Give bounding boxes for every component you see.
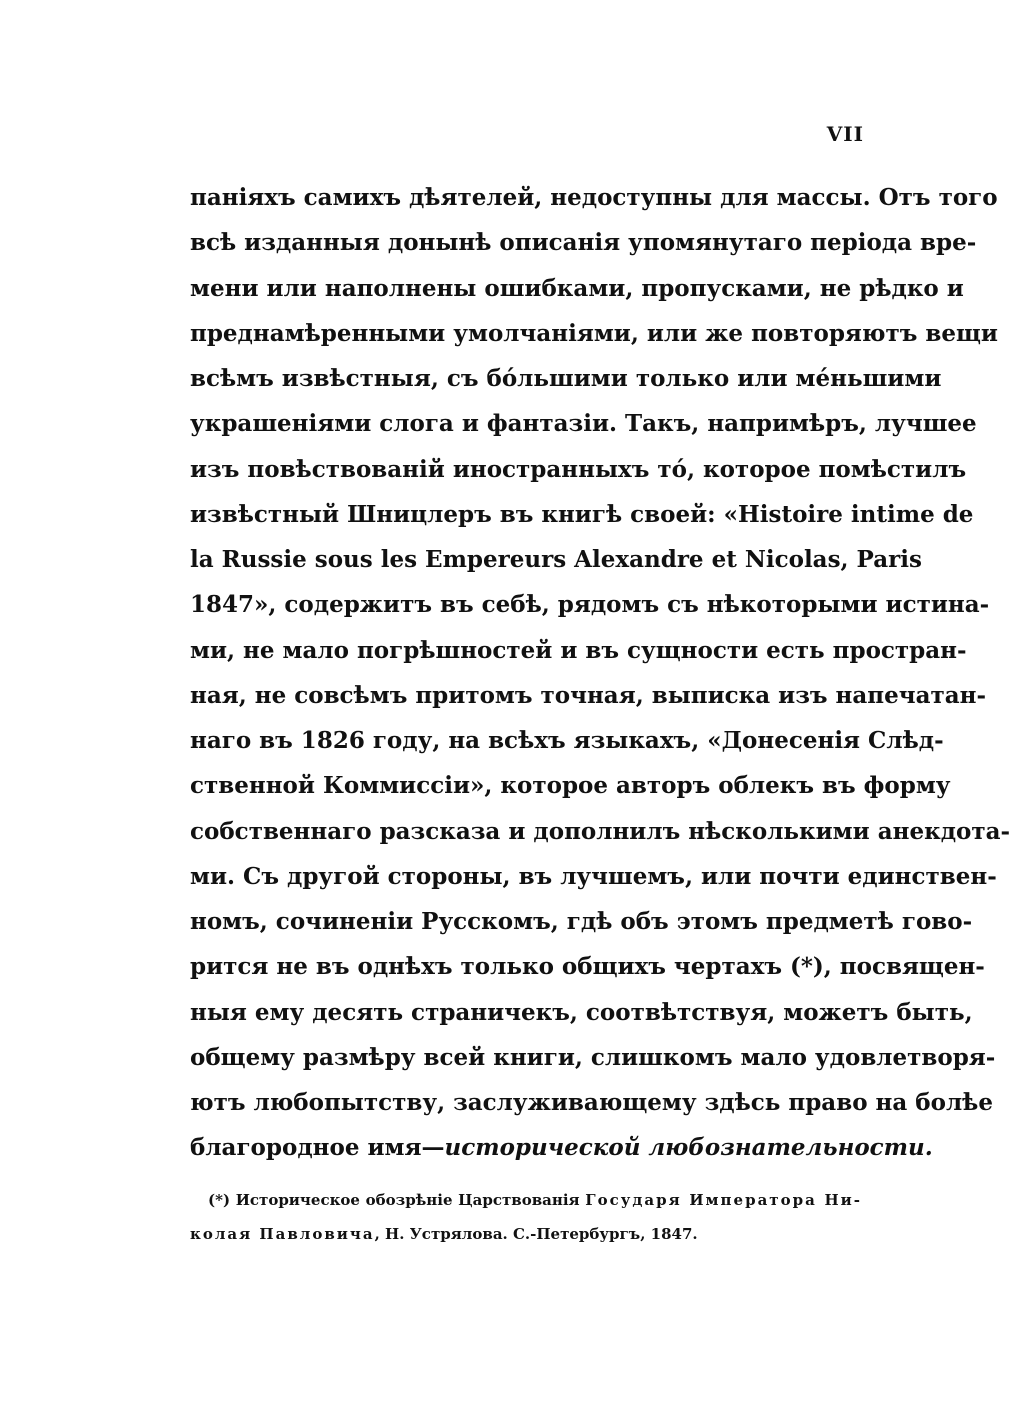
text-line: ная, не совсѣмъ притомъ точная, выписка изъ напечатан-: [190, 681, 987, 709]
text-line: общему размѣру всей книги, слишкомъ мало удовлетворя-: [190, 1043, 996, 1071]
text-line: преднамѣренными умолчаніями, или же повторяютъ вещи: [190, 319, 998, 347]
text-line: ныя ему десять страничекъ, соотвѣтствуя, можетъ быть,: [190, 998, 973, 1026]
text-line: ютъ любопытству, заслуживающему здѣсь право на болѣе: [190, 1089, 993, 1116]
text-line: ми, не мало погрѣшностей и въ сущности есть простран-: [190, 636, 967, 664]
text-line: номъ, сочиненіи Русскомъ, гдѣ объ этомъ предметѣ гово-: [190, 908, 973, 935]
footnote-spaced-text: Государя Императора Ни-: [585, 1191, 862, 1209]
text-line: украшеніями слога и фантазіи. Такъ, напримѣръ, лучшее: [190, 410, 977, 438]
text-line: ми. Съ другой стороны, въ лучшемъ, или почти единствен-: [190, 862, 997, 890]
page-number: VII: [826, 122, 864, 146]
text-line: изъ повѣствованій иностранныхъ то́, которое помѣстилъ: [190, 455, 967, 483]
text-line-last: [190, 1125, 933, 1170]
text-line: извѣстный Шницлеръ въ книгѣ своей: «Histoire intime de: [190, 500, 974, 528]
text-line: всѣмъ извѣстныя, съ бо́льшими только или ме́ньшими: [190, 365, 942, 392]
text-line: la Russie sous les Empereurs Alexandre et Nicolas, Paris: [190, 546, 922, 573]
text-line: всѣ изданныя донынѣ описанія упомянутаго періода вре-: [190, 229, 977, 257]
footnote-line: [190, 1183, 862, 1217]
text-line: 1847», содержитъ въ себѣ, рядомъ съ нѣкоторыми истина-: [190, 591, 990, 619]
footnote-spaced-text: колая Павловича: [190, 1225, 375, 1243]
main-text: [190, 175, 1010, 1171]
last-line-plain: благородное имя—: [190, 1134, 445, 1162]
footnote-text: (*) Историческое обозрѣніе Царствованія: [208, 1191, 586, 1209]
footnote: [190, 1183, 862, 1251]
text-line: собственнаго разсказа и дополнилъ нѣсколькими анекдота-: [190, 817, 1010, 845]
last-line-italic: исторической любознательности.: [444, 1134, 933, 1162]
text-line: наго въ 1826 году, на всѣхъ языкахъ, «Донесенія Слѣд-: [190, 727, 944, 754]
text-line: рится не въ однѣхъ только общихъ чертахъ (*), посвящен-: [190, 953, 985, 981]
footnote-line: [190, 1217, 862, 1251]
text-line: паніяхъ самихъ дѣятелей, недоступны для массы. Отъ того: [190, 184, 998, 211]
text-line: мени или наполнены ошибками, пропусками, не рѣдко и: [190, 274, 964, 302]
text-line: ственной Коммиссіи», которое авторъ облекъ въ форму: [190, 772, 951, 800]
footnote-text: , Н. Устрялова. С.-Петербургъ, 1847.: [374, 1225, 698, 1243]
